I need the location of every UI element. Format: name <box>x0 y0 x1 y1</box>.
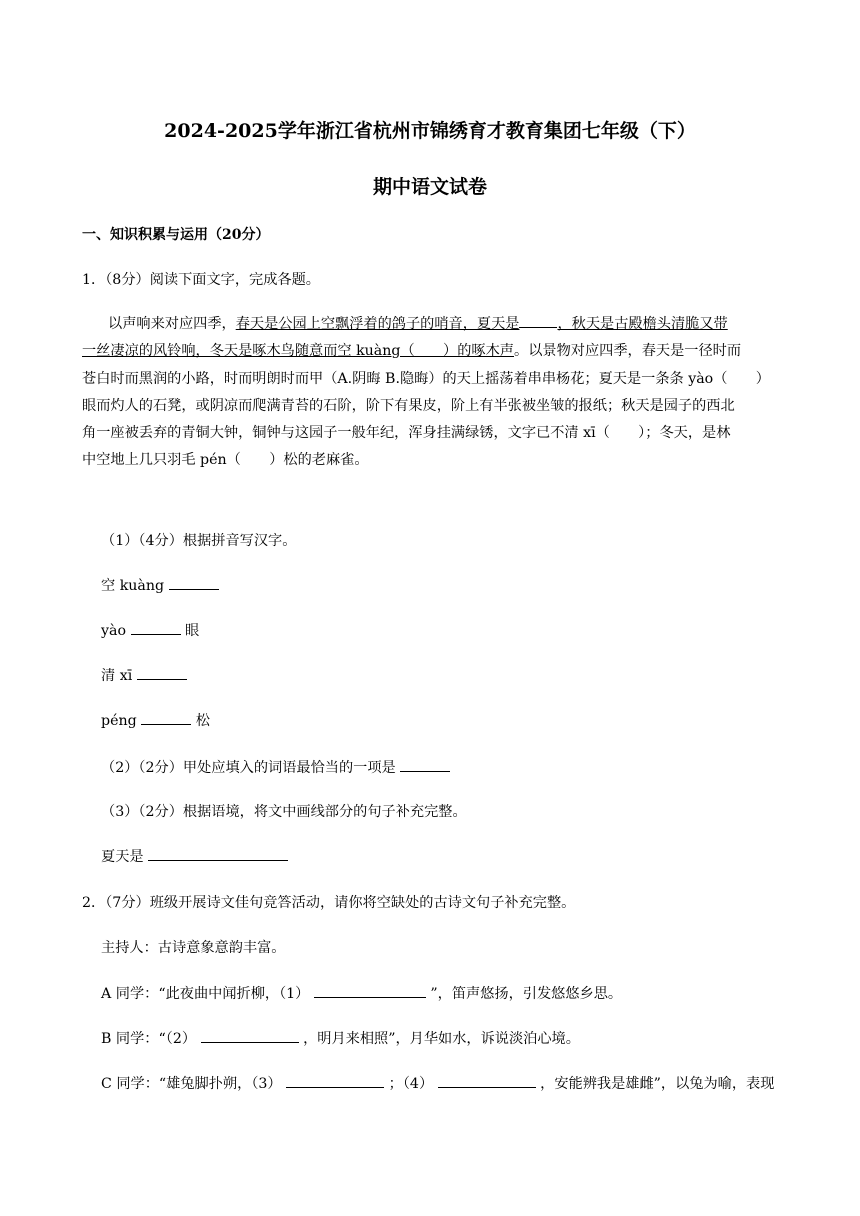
passage-text: 。以景物对应四季，春天是一径时而 <box>514 343 742 360</box>
answer-blank[interactable] <box>438 1073 536 1088</box>
answer-blank[interactable] <box>137 665 187 680</box>
student-a-line <box>101 983 622 1003</box>
pinyin-suffix: 松 <box>195 713 210 729</box>
pinyin-label: péng <box>101 713 137 729</box>
underlined-sentence: 春天是公园上空飘浮着的鸽子的哨音，夏天是 <box>235 316 520 332</box>
pinyin-suffix: 眼 <box>185 623 200 639</box>
student-b-text: B 同学：“（2） <box>101 1031 197 1047</box>
pinyin-item-1 <box>101 575 219 595</box>
pinyin-label: 空 kuàng <box>101 578 165 594</box>
passage-text: 以声响来对应四季， <box>108 316 236 332</box>
student-c-text-mid: ；（4） <box>388 1076 434 1092</box>
student-b-line <box>101 1028 580 1048</box>
student-c-text: C 同学：“雄兔脚扑朔，（3） <box>101 1076 282 1092</box>
sub-question-1: （1）（4分）根据拼音写汉字。 <box>101 533 297 549</box>
passage-blank[interactable] <box>519 313 557 328</box>
answer-blank[interactable] <box>286 1073 384 1088</box>
sub-question-2-text: （2）（2分）甲处应填入的词语最恰当的一项是 <box>101 760 396 776</box>
student-c-text-end: ，安能辨我是雄雌”，以兔为喻，表现 <box>540 1076 775 1092</box>
passage-text: 角一座被丢弃的青铜大钟，铜钟与这园子一般年纪，浑身挂满绿锈，文字已不清 xī（ ）；冬天，是林 <box>82 425 731 442</box>
pinyin-item-2 <box>101 620 199 640</box>
sub-question-2 <box>101 757 450 777</box>
pinyin-item-3 <box>101 665 187 685</box>
question-1-passage <box>82 311 782 475</box>
student-a-text-end: ”，笛声悠扬，引发悠悠乡思。 <box>430 986 623 1002</box>
passage-text: 眼而灼人的石凳，或阴凉而爬满青苔的石阶，阶下有果皮，阶上有半张被坐皱的报纸；秋天是园子的西北 <box>82 397 735 414</box>
summer-label: 夏天是 <box>101 849 144 865</box>
sub-question-3: （3）（2分）根据语境，将文中画线部分的句子补充完整。 <box>101 804 467 820</box>
exam-title-line2: 期中语文试卷 <box>372 176 487 198</box>
pinyin-item-4 <box>101 710 210 730</box>
answer-blank[interactable] <box>148 846 288 861</box>
exam-title-line1: 2024-2025学年浙江省杭州市锦绣育才教育集团七年级（下） <box>164 120 696 142</box>
answer-blank[interactable] <box>141 710 191 725</box>
underlined-sentence: 一丝凄凉的风铃响，冬天是啄木鸟随意而空 kuàng（ ）的啄木声 <box>82 343 514 360</box>
question-2-stem: 2．（7分）班级开展诗文佳句竞答活动，请你将空缺处的古诗文句子补充完整。 <box>82 895 576 911</box>
student-b-text-end: ，明月来相照”，月华如水，诉说淡泊心境。 <box>303 1031 580 1047</box>
summer-answer-line <box>101 846 288 866</box>
student-a-text: A 同学：“此夜曲中闻折柳，（1） <box>101 986 310 1002</box>
answer-blank[interactable] <box>169 575 219 590</box>
student-c-line <box>101 1073 774 1093</box>
answer-blank[interactable] <box>201 1028 299 1043</box>
answer-blank[interactable] <box>400 757 450 772</box>
section-heading: 一、知识积累与运用（20分） <box>82 227 270 243</box>
answer-blank[interactable] <box>314 983 426 998</box>
question-1-stem: 1．（8分）阅读下面文字，完成各题。 <box>82 272 320 288</box>
underlined-sentence: ，秋天是古殿檐头清脆又带 <box>557 316 728 332</box>
pinyin-label: 清 xī <box>101 668 133 684</box>
pinyin-label: yào <box>101 623 127 639</box>
passage-text: 苍白时而黑润的小路，时而明朗时而甲（A.阴晦 B.隐晦）的天上摇荡着串串杨花；夏天是一条条 yào（ ） <box>82 370 770 387</box>
passage-text: 中空地上几只羽毛 pén（ ）松的老麻雀。 <box>82 452 369 469</box>
host-line: 主持人：古诗意象意韵丰富。 <box>101 940 286 956</box>
answer-blank[interactable] <box>131 620 181 635</box>
